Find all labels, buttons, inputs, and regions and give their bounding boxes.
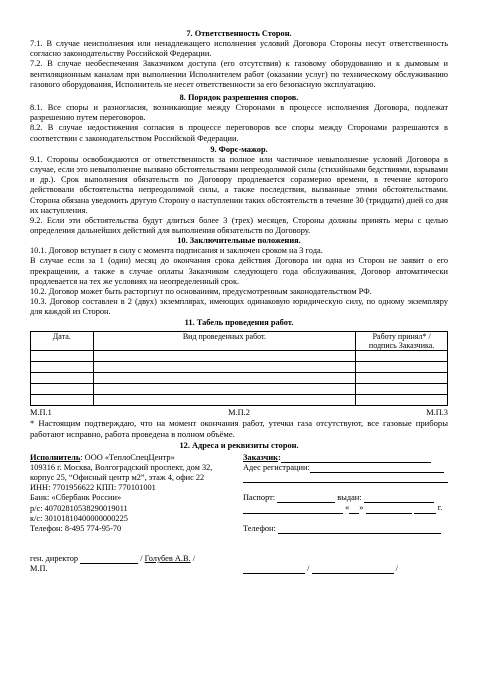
customer-address-field-2[interactable] [243,474,448,483]
clause-8-1: 8.1. Все споры и разногласия, возникающие между Сторонами в процессе исполнения Договора, подлежат разрешению путем переговоров. [30,103,448,123]
stamp-place-1: М.П.1 [30,407,52,417]
customer-requisites: Заказчик: Адес регистрации: Паспорт: выдан: « » г. Телефон: / / [243,453,448,575]
year-label: г. [437,503,443,513]
work-cell[interactable] [93,361,356,372]
contractor-corr-account: к/с: 30101810400000000225 [30,513,128,523]
work-cell[interactable] [93,372,356,383]
contractor-label: Исполнитель [30,452,81,462]
customer-phone-field[interactable] [278,525,441,534]
issued-label: выдан: [337,493,362,503]
table-row [31,350,448,361]
confirmation-note: * Настоящим подтверждаю, что на момент окончания работ, утечки газа отсутствуют, все газовые приборы работают исправно, работа проведена в полном объёме. [30,417,448,439]
work-log-table [30,331,448,406]
signature-cell[interactable] [356,372,448,383]
contractor-address-1: 109316 г. Москва, Волгоградский проспект, дом 32, [30,463,213,472]
signature-cell[interactable] [356,350,448,361]
signature-cell[interactable] [356,394,448,405]
customer-phone-label: Телефон: [243,523,276,533]
clause-7-1: 7.1. В случае неисполнения или ненадлежащего исполнения условий Договора Стороны несут ответственность согласно законодательству Российской Федерации. [30,39,448,59]
contractor-address-2: корпус 25, “Офисный центр м2”, этаж 4, офис 22 [30,473,205,483]
contractor-requisites [30,453,235,575]
customer-address-field[interactable] [310,464,444,473]
table-row [31,394,448,405]
clause-9-1: 9.1. Стороны освобождаются от ответственности за полное или частичное невыполнение условий Договора в случае, если это невыполнение вызвано обстоятельствами непреодолимой силы (стихийными бедствиями, взрывами и др.). Срок выполнения обязательств по Договору продлевается соразмерно времени, в течение которого действовали обстоятельства непреодолимой силы, а также последствия, вызванные этими обстоятельствами. Сторона обязана уведомить другую Сторону о наступлении таких обстоятельств в течение 30 (тридцати) дней со дня их наступления. [30,154,448,215]
issued-by-field[interactable] [364,494,434,503]
contract-page [30,29,448,574]
work-cell[interactable] [93,394,356,405]
contractor-account: р/с: 40702810538290019011 [30,503,128,513]
clause-10-1-continued: В случае если за 1 (один) месяц до окончания срока действия Договора ни одна из Сторон не заявит о его прекращении, а также в случае оплаты Заказчиком следующего года обслуживания, Договор автоматически продлевается на тех же условиях на неопределенный срок. [30,256,448,286]
clause-8-2: 8.2. В случае недостижения согласия в процессе переговоров все споры между Сторонами разрешаются в соответствии с законодательством Российской Федерации. [30,123,448,143]
section-12-title: 12. Адреса и реквизиты сторон. [179,440,299,450]
issued-by-field-2[interactable] [243,505,343,514]
clause-10-3: 10.3. Договор составлен в 2 (двух) экземплярах, имеющих одинаковую юридическую силу, по одному экземпляру для каждой из Сторон. [30,297,448,317]
customer-address-label: Адес регистрации: [243,463,310,472]
date-cell[interactable] [31,372,94,383]
requisites [30,453,448,575]
contractor-phone: Телефон: 8-495 774-95-70 [30,523,122,533]
stamp-place-2: М.П.2 [228,407,250,417]
issue-day-field[interactable] [349,505,359,514]
passport-number-field[interactable] [277,494,335,503]
signature-cell[interactable] [356,383,448,394]
work-cell[interactable] [93,383,356,394]
date-cell[interactable] [31,350,94,361]
table-header-row [31,331,448,350]
table-row [31,361,448,372]
column-header-date: Дата. [31,331,94,350]
column-header-work: Вид проведенных работ. [93,331,356,350]
work-cell[interactable] [93,350,356,361]
contractor-inn: ИНН: 7701956622 КПП: 770101001 [30,483,156,493]
signature-blank[interactable] [80,555,138,564]
section-10-title: 10. Заключительные положения. [177,236,301,246]
table-row [31,383,448,394]
contractor-stamp: М.П. [30,564,48,574]
column-header-signature: Работу принял* / подпись Заказчика. [356,331,448,350]
customer-signature-blank[interactable] [243,565,305,574]
section-9-title: 9. Форс-мажор. [210,144,268,154]
clause-7-2: 7.2. В случае необеспечения Заказчиком доступа (его отсутствия) к газовому оборудованию и к дымовым и вентиляционным каналам при выполнении Исполнителем работ (оказании услуг) по техническому обслуживанию газового оборудования, Исполнитель не несет ответственности за его безопасную эксплуатацию. [30,59,448,89]
customer-label: Заказчик [243,452,278,462]
section-11-title: 11. Табель проведения работ. [184,318,294,328]
customer-signature-line: / / [243,564,448,574]
customer-name-field[interactable] [281,454,431,463]
date-cell[interactable] [31,394,94,405]
contractor-signature-line: ген. директор / Голубев А.В. / [30,554,196,564]
table-row [31,372,448,383]
customer-name-blank[interactable] [312,565,394,574]
contractor-name: : ООО «ТеплоСпецЦентр» [80,452,175,462]
clause-10-2: 10.2. Договор может быть расторгнут по основаниям, предусмотренным законодательством РФ. [30,286,372,296]
signatory-name: Голубев А.В. [144,554,191,564]
signature-cell[interactable] [356,361,448,372]
stamp-place-3: М.П.3 [426,407,448,417]
section-7-title: 7. Ответственность Сторон. [186,29,292,38]
stamp-places [30,408,448,418]
issue-year-field[interactable] [414,505,436,514]
contractor-bank: Банк: «Сбербанк России» [30,493,122,503]
section-8-title: 8. Порядок разрешения споров. [179,92,299,102]
issue-month-field[interactable] [366,505,412,514]
clause-10-1: 10.1. Договор вступает в силу с момента подписания и заключен сроком на 3 года. [30,246,323,256]
signatory-role: ген. директор [30,554,79,564]
clause-9-2: 9.2. Если эти обстоятельства будут длиться более 3 (трех) месяцев, Стороны должны принять меры с целью определения дальнейших действий для выполнения обязательств по Договору. [30,215,448,235]
date-cell[interactable] [31,383,94,394]
passport-label: Паспорт: [243,493,276,503]
date-cell[interactable] [31,361,94,372]
